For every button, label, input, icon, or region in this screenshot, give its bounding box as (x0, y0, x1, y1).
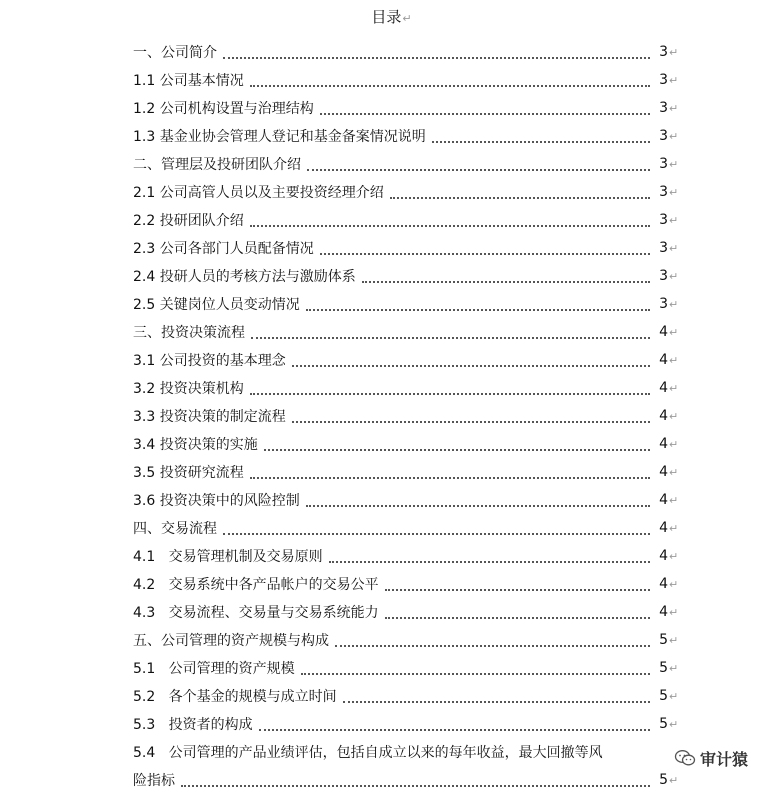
toc-entry-label: 3.6 投资决策中的风险控制 (133, 493, 300, 509)
paragraph-mark-icon: ↵ (402, 12, 412, 25)
toc-entry[interactable] (133, 66, 681, 94)
toc-dot-leader (250, 217, 650, 227)
toc-dot-leader (343, 693, 650, 703)
paragraph-mark-icon: ↵ (669, 661, 679, 675)
toc-entry[interactable] (133, 38, 681, 66)
toc-entry-label: 3.3 投资决策的制定流程 (133, 409, 286, 425)
toc-dot-leader (320, 245, 650, 255)
toc-entry[interactable] (133, 654, 681, 682)
toc-entry-page: 3 (659, 44, 668, 60)
toc-title-text: 目录 (371, 8, 402, 26)
toc-entry-page: 4 (659, 548, 668, 564)
toc-entry-label: 3.5 投资研究流程 (133, 465, 244, 481)
paragraph-mark-icon: ↵ (669, 101, 679, 115)
toc-entry-page: 4 (659, 436, 668, 452)
toc-entry-page: 4 (659, 464, 668, 480)
toc-entry[interactable] (133, 374, 681, 402)
toc-entry-label: 五、公司管理的资产规模与构成 (133, 633, 329, 649)
toc-entry-page: 5 (659, 716, 668, 732)
toc-entry[interactable] (133, 318, 681, 346)
toc-entry-label: 2.2 投研团队介绍 (133, 213, 244, 229)
paragraph-mark-icon: ↵ (669, 521, 679, 535)
toc-entry-label: 5.3 投资者的构成 (133, 717, 253, 733)
toc-entry[interactable] (133, 486, 681, 514)
paragraph-mark-icon: ↵ (669, 549, 679, 563)
wechat-icon (674, 749, 696, 767)
paragraph-mark-icon: ↵ (669, 577, 679, 591)
toc-dot-leader (181, 777, 650, 787)
toc-entry-page: 5 (659, 688, 668, 704)
toc-entry[interactable] (133, 206, 681, 234)
paragraph-mark-icon: ↵ (669, 717, 679, 731)
paragraph-mark-icon: ↵ (669, 381, 679, 395)
toc-entry[interactable] (133, 542, 681, 570)
toc-entry[interactable] (133, 682, 681, 710)
toc-entry-page: 3 (659, 128, 668, 144)
toc-dot-leader (307, 161, 650, 171)
toc-title (0, 7, 783, 29)
toc-entry-label: 2.3 公司各部门人员配备情况 (133, 241, 314, 257)
paragraph-mark-icon: ↵ (669, 241, 679, 255)
toc-entry-page: 4 (659, 408, 668, 424)
paragraph-mark-icon: ↵ (669, 633, 679, 647)
toc-dot-leader (250, 469, 650, 479)
toc-entry-label: 3.2 投资决策机构 (133, 381, 244, 397)
toc-entry-page: 4 (659, 520, 668, 536)
toc-entry-label: 1.3 基金业协会管理人登记和基金备案情况说明 (133, 129, 426, 145)
paragraph-mark-icon: ↵ (669, 773, 679, 787)
toc-entry-page: 4 (659, 324, 668, 340)
toc-entry[interactable] (133, 262, 681, 290)
toc-entry[interactable] (133, 458, 681, 486)
toc-dot-leader (259, 721, 650, 731)
toc-entry[interactable] (133, 346, 681, 374)
table-of-contents (133, 38, 681, 794)
toc-entry-page: 3 (659, 240, 668, 256)
toc-entry-page: 4 (659, 576, 668, 592)
toc-dot-leader (264, 441, 650, 451)
toc-entry-label: 三、投资决策流程 (133, 325, 245, 341)
toc-dot-leader (306, 497, 650, 507)
toc-entry-label: 4.2 交易系统中各产品帐户的交易公平 (133, 577, 379, 593)
toc-entry-label: 5.2 各个基金的规模与成立时间 (133, 689, 337, 705)
toc-entry-label: 二、管理层及投研团队介绍 (133, 157, 301, 173)
toc-dot-leader (306, 301, 650, 311)
toc-dot-leader (301, 665, 650, 675)
paragraph-mark-icon: ↵ (669, 605, 679, 619)
toc-dot-leader (362, 273, 650, 283)
toc-dot-leader (385, 581, 650, 591)
toc-entry-page: 3 (659, 268, 668, 284)
paragraph-mark-icon: ↵ (669, 689, 679, 703)
toc-dot-leader (385, 609, 650, 619)
toc-entry-label: 2.4 投研人员的考核方法与激励体系 (133, 269, 356, 285)
toc-dot-leader (320, 105, 650, 115)
toc-entry-page: 3 (659, 100, 668, 116)
toc-entry-page: 3 (659, 296, 668, 312)
toc-entry-label: 一、公司简介 (133, 45, 217, 61)
toc-dot-leader (250, 77, 650, 87)
toc-dot-leader (223, 49, 650, 59)
toc-entry[interactable] (133, 402, 681, 430)
toc-entry[interactable] (133, 626, 681, 654)
toc-dot-leader (390, 189, 650, 199)
toc-entry-page: 3 (659, 72, 668, 88)
paragraph-mark-icon: ↵ (669, 269, 679, 283)
paragraph-mark-icon: ↵ (669, 185, 679, 199)
toc-entry-label: 3.1 公司投资的基本理念 (133, 353, 286, 369)
toc-entry[interactable] (133, 94, 681, 122)
toc-entry-wrapped-line1[interactable] (133, 738, 681, 766)
toc-entry[interactable] (133, 514, 681, 542)
toc-entry-page: 4 (659, 352, 668, 368)
paragraph-mark-icon: ↵ (669, 493, 679, 507)
toc-entry-label: 1.2 公司机构设置与治理结构 (133, 101, 314, 117)
toc-entry-label: 2.1 公司高管人员以及主要投资经理介绍 (133, 185, 384, 201)
toc-dot-leader (250, 385, 650, 395)
toc-entry-page: 4 (659, 492, 668, 508)
toc-entry-label: 4.1 交易管理机制及交易原则 (133, 549, 323, 565)
toc-dot-leader (292, 413, 650, 423)
toc-entry-label: 5.1 公司管理的资产规模 (133, 661, 295, 677)
paragraph-mark-icon: ↵ (669, 73, 679, 87)
toc-entry-label: 四、交易流程 (133, 521, 217, 537)
toc-entry[interactable] (133, 710, 681, 738)
toc-entry-page: 3 (659, 156, 668, 172)
toc-dot-leader (335, 637, 650, 647)
paragraph-mark-icon: ↵ (669, 45, 679, 59)
paragraph-mark-icon: ↵ (669, 213, 679, 227)
toc-entry-page: 5 (659, 660, 668, 676)
toc-dot-leader (329, 553, 650, 563)
paragraph-mark-icon: ↵ (669, 325, 679, 339)
toc-entry-page: 5 (659, 772, 668, 788)
paragraph-mark-icon: ↵ (669, 297, 679, 311)
toc-entry[interactable] (133, 290, 681, 318)
paragraph-mark-icon: ↵ (669, 129, 679, 143)
toc-entry[interactable] (133, 570, 681, 598)
paragraph-mark-icon: ↵ (669, 157, 679, 171)
paragraph-mark-icon: ↵ (669, 409, 679, 423)
toc-entry[interactable] (133, 234, 681, 262)
paragraph-mark-icon: ↵ (669, 353, 679, 367)
toc-dot-leader (223, 525, 650, 535)
toc-dot-leader (432, 133, 650, 143)
toc-entry-label: 3.4 投资决策的实施 (133, 437, 258, 453)
toc-entry-wrapped-line2[interactable] (133, 766, 681, 794)
toc-entry-page: 5 (659, 632, 668, 648)
toc-entry[interactable] (133, 122, 681, 150)
toc-entry-label: 2.5 关键岗位人员变动情况 (133, 297, 300, 313)
toc-dot-leader (292, 357, 650, 367)
toc-entry[interactable] (133, 178, 681, 206)
toc-entry-page: 4 (659, 380, 668, 396)
toc-entry-page: 4 (659, 604, 668, 620)
wechat-watermark (668, 744, 754, 772)
toc-entry[interactable] (133, 150, 681, 178)
paragraph-mark-icon: ↵ (669, 437, 679, 451)
paragraph-mark-icon: ↵ (669, 465, 679, 479)
toc-entry-page: 3 (659, 212, 668, 228)
toc-entry-label: 险指标 (133, 773, 175, 789)
toc-entry-label: 4.3 交易流程、交易量与交易系统能力 (133, 605, 379, 621)
toc-entry[interactable] (133, 598, 681, 626)
toc-entry-label: 5.4 公司管理的产品业绩评估，包括自成立以来的每年收益，最大回撤等风 (133, 745, 603, 761)
toc-entry[interactable] (133, 430, 681, 458)
toc-entry-page: 3 (659, 184, 668, 200)
toc-entry-label: 1.1 公司基本情况 (133, 73, 244, 89)
watermark-text: 审计猿 (700, 749, 749, 769)
toc-dot-leader (251, 329, 650, 339)
